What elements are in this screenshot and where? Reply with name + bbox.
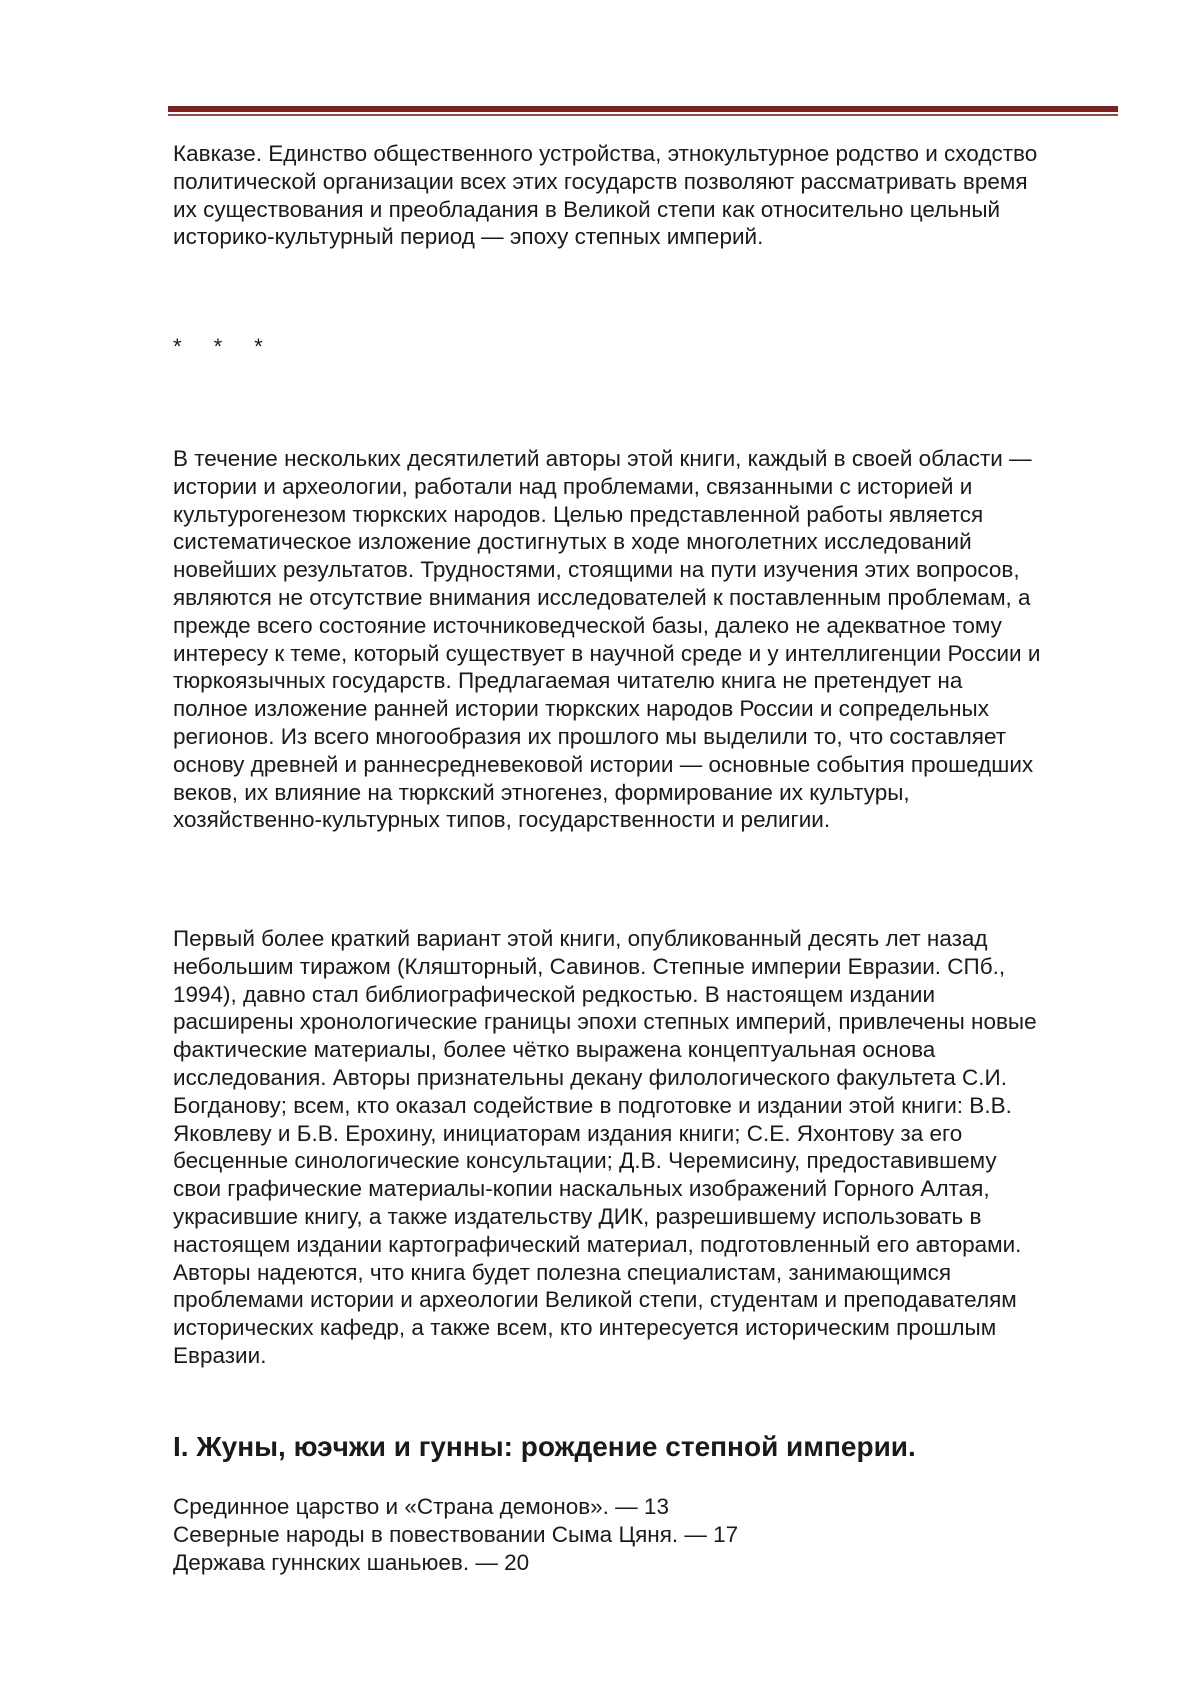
header-rule-thin [168, 114, 1118, 116]
paragraph-authors-purpose: В течение нескольких десятилетий авторы этой книги, каждый в своей области — истории и археологии, работали над проблемами, связанными с историей и культурогенезом тюркских народов. Целью представленной работы является систематическое изложение достигнутых в ходе многолетних исследований новейших результатов. Трудностями, стоящими на пути изучения этих вопросов, являются не отсутствие внимания исследователей к поставленным проблемам, а прежде всего состояние источниковедческой базы, далеко не адекватное тому интересу к теме, который существует в научной среде и у интеллигенции России и тюркоязычных государств. Предлагаемая читателю книга не претендует на полное изложение ранней истории тюркских народов России и сопредельных регионов. Из всего многообразия их прошлого мы выделили то, что составляет основу древней и раннесредневековой истории — основные события прошедших веков, их влияние на тюркский этногенез, формирование их культуры, хозяйственно-культурных типов, государственности и религии. [173, 446, 1041, 833]
separator-asterisk: * [213, 334, 223, 359]
header-rule [168, 106, 1118, 116]
separator-asterisk: * [173, 334, 182, 359]
separator-asterisk: * [254, 334, 263, 359]
chapter-contents-list [173, 1493, 738, 1576]
toc-item: Северные народы в повествовании Сыма Цяня. — 17 [173, 1521, 739, 1547]
paragraph-continuation: Кавказе. Единство общественного устройства, этнокультурное родство и сходство политической организации всех этих государств позволяют рассматривать время их существования и преобладания в Великой степи как относительно цельный историко-культурный период — эпоху степных империй. [173, 141, 1038, 250]
paragraph-acknowledgements: Первый более краткий вариант этой книги, опубликованный десять лет назад небольшим тиражом (Кляшторный, Савинов. Степные империи Евразии. СПб., 1994), давно стал библиографической редкостью. В настоящем издании расширены хронологические границы эпохи степных империй, привлечены новые фактические материалы, более чётко выражена концептуальная основа исследования. Авторы признательны декану филологического факультета С.И. Богданову; всем, кто оказал содействие в подготовке и издании этой книги: В.В. Яковлеву и Б.В. Ерохину, инициаторам издания книги; С.Е. Яхонтову за его бесценные синологические консультации; Д.В. Черемисину, предоставившему свои графические материалы-копии наскальных изображений Горного Алтая, украсившие книгу, а также издательству ДИК, разрешившему использовать в настоящем издании картографический материал, подготовленный его авторами. Авторы надеются, что книга будет полезна специалистам, занимающимся проблемами истории и археологии Великой степи, студентам и преподавателям исторических кафедр, а также всем, кто интересуется историческим прошлым Евразии. [173, 926, 1037, 1368]
section-separator [173, 333, 263, 361]
toc-item: Держава гуннских шаньюев. — 20 [173, 1549, 530, 1575]
header-rule-thick [168, 106, 1118, 112]
chapter-heading: I. Жуны, юэчжи и гунны: рождение степной империи. [173, 1431, 916, 1462]
toc-item: Срединное царство и «Страна демонов». — 13 [173, 1494, 669, 1519]
